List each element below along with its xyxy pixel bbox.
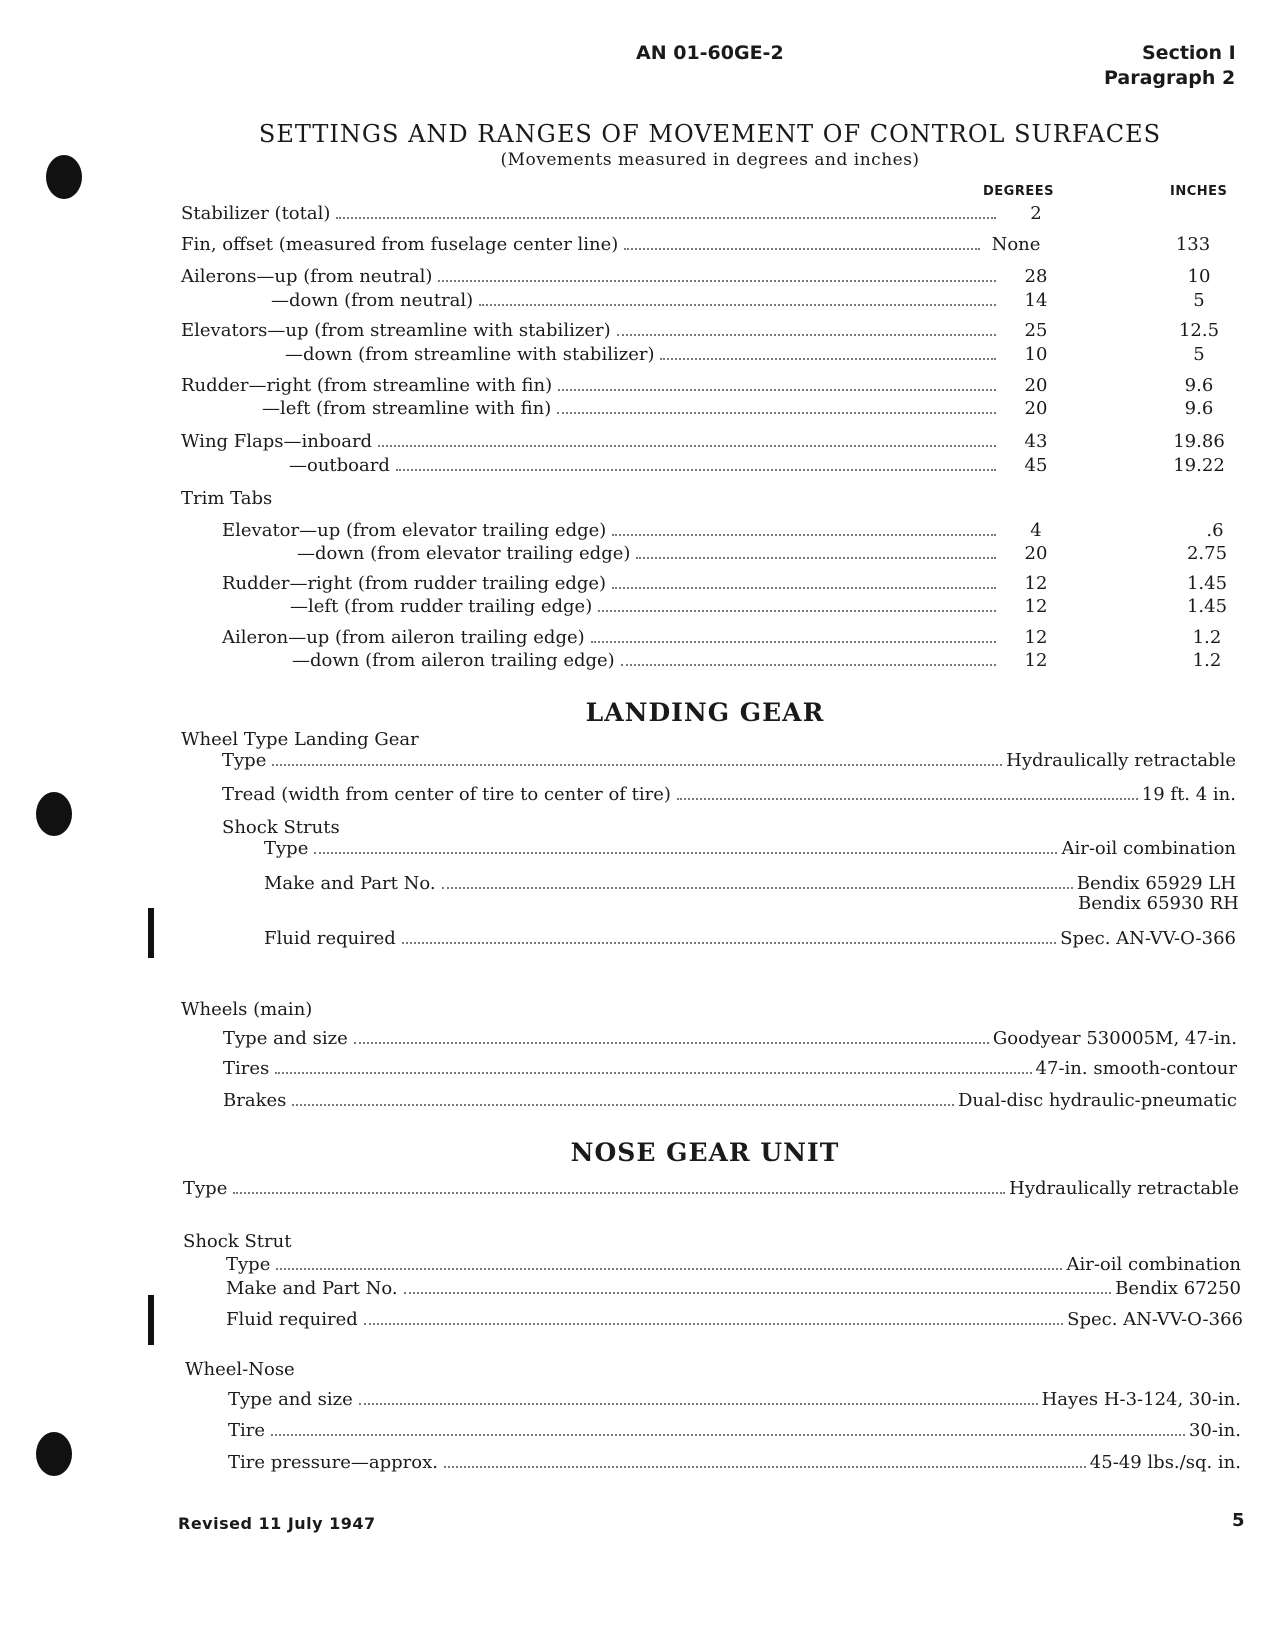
spec-label: Tire pressure—approx.: [228, 1452, 438, 1473]
row-label: Fin, offset (measured from fuselage center line): [181, 234, 619, 255]
leader-dots: [271, 1433, 1185, 1436]
spec-row: [222, 784, 1236, 806]
degrees-value: 12: [1024, 573, 1048, 594]
leader-dots: [612, 586, 996, 589]
leader-dots: [636, 556, 996, 559]
leader-dots: [444, 1465, 1086, 1468]
leader-dots: [558, 388, 996, 391]
spec-value: 47-in. smooth-contour: [1035, 1058, 1237, 1079]
degrees-value: 20: [1024, 398, 1048, 419]
row-label: —down (from neutral): [271, 290, 474, 311]
table-row: [289, 455, 1000, 477]
binder-hole: [36, 1432, 72, 1476]
degrees-value: 10: [1024, 344, 1048, 365]
spec-row: [264, 873, 1236, 895]
spec-row: [226, 1309, 1243, 1331]
leader-dots: [598, 609, 996, 612]
shock-struts-heading: Shock Struts: [222, 817, 340, 838]
leader-dots: [624, 247, 980, 250]
inches-value: 5: [1193, 344, 1205, 365]
spec-row: [226, 1254, 1241, 1276]
spec-value-continued: Bendix 65930 RH: [1078, 893, 1239, 914]
section-label: Section I: [1142, 42, 1236, 64]
spec-row: [223, 1028, 1237, 1050]
spec-label: Type: [183, 1178, 228, 1199]
table-row: [181, 234, 984, 256]
table-row: [285, 344, 1000, 366]
spec-label: Make and Part No.: [264, 873, 436, 894]
table-row: [222, 520, 1000, 542]
spec-row: [223, 1058, 1237, 1080]
spec-label: Tread (width from center of tire to center of tire): [222, 784, 671, 805]
spec-value: Spec. AN-VV-O-366: [1067, 1309, 1243, 1330]
leader-dots: [276, 1267, 1062, 1270]
leader-dots: [378, 444, 996, 447]
spec-row: [228, 1452, 1241, 1474]
degrees-value: 12: [1024, 596, 1048, 617]
degrees-value: None: [991, 234, 1041, 255]
paragraph-label: Paragraph 2: [1104, 67, 1236, 89]
table-row: [222, 573, 1000, 595]
row-label: Aileron—up (from aileron trailing edge): [222, 627, 585, 648]
inches-value: 5: [1193, 290, 1205, 311]
leader-dots: [272, 763, 1002, 766]
edge-mark: [148, 908, 154, 958]
spec-value: Dual-disc hydraulic-pneumatic: [957, 1090, 1237, 1111]
table-row: [181, 431, 1000, 453]
leader-dots: [233, 1191, 1005, 1194]
wheel-nose-heading: Wheel-Nose: [185, 1359, 295, 1380]
spec-row: [226, 1278, 1241, 1300]
column-header-inches: INCHES: [1170, 184, 1228, 199]
leader-dots: [677, 797, 1138, 800]
leader-dots: [442, 886, 1073, 889]
spec-row: [228, 1420, 1241, 1442]
leader-dots: [396, 468, 996, 471]
spec-value: Bendix 67250: [1115, 1278, 1241, 1299]
inches-value: 133: [1175, 234, 1211, 255]
spec-label: Type: [222, 750, 267, 771]
leader-dots: [336, 216, 996, 219]
leader-dots: [612, 533, 996, 536]
degrees-value: 12: [1024, 650, 1048, 671]
degrees-value: 2: [1030, 203, 1042, 224]
page-number: 5: [1232, 1510, 1246, 1531]
degrees-value: 45: [1024, 455, 1048, 476]
row-label: Ailerons—up (from neutral): [181, 266, 433, 287]
spec-label: Tires: [223, 1058, 270, 1079]
leader-dots: [292, 1103, 954, 1106]
column-header-degrees: DEGREES: [983, 184, 1054, 199]
inches-value: .6: [1206, 520, 1224, 541]
inches-value: 19.22: [1173, 455, 1225, 476]
degrees-value: 20: [1024, 543, 1048, 564]
table-row: [297, 543, 1000, 565]
spec-row: [228, 1389, 1241, 1411]
degrees-value: 28: [1024, 266, 1048, 287]
table-row: [181, 320, 1000, 342]
row-label: —down (from streamline with stabilizer): [285, 344, 655, 365]
spec-value: 19 ft. 4 in.: [1141, 784, 1236, 805]
spec-label: Make and Part No.: [226, 1278, 398, 1299]
row-label: Wing Flaps—inboard: [181, 431, 373, 452]
leader-dots: [314, 851, 1057, 854]
inches-value: 1.2: [1192, 627, 1222, 648]
spec-row: [222, 750, 1236, 772]
spec-label: Type: [226, 1254, 271, 1275]
row-label: Elevators—up (from streamline with stabilizer): [181, 320, 611, 341]
spec-row: [264, 928, 1236, 950]
degrees-value: 20: [1024, 375, 1048, 396]
degrees-value: 25: [1024, 320, 1048, 341]
landing-gear-heading: LANDING GEAR: [585, 698, 825, 727]
spec-row: [223, 1090, 1237, 1112]
leader-dots: [591, 640, 996, 643]
inches-value: 9.6: [1184, 398, 1214, 419]
spec-label: Brakes: [223, 1090, 287, 1111]
spec-label: Tire: [228, 1420, 266, 1441]
degrees-value: 14: [1024, 290, 1048, 311]
table-row: [262, 398, 1000, 420]
table-row: [271, 290, 1000, 312]
binder-hole: [36, 792, 72, 836]
spec-label: Type and size: [228, 1389, 353, 1410]
revision-date: Revised 11 July 1947: [178, 1514, 376, 1533]
row-label: —left (from rudder trailing edge): [290, 596, 593, 617]
leader-dots: [364, 1322, 1063, 1325]
row-label: —down (from aileron trailing edge): [292, 650, 615, 671]
shock-strut-heading: Shock Strut: [183, 1231, 292, 1252]
spec-value: 30-in.: [1188, 1420, 1241, 1441]
spec-label: Type and size: [223, 1028, 348, 1049]
leader-dots: [479, 303, 996, 306]
spec-value: Air-oil combination: [1066, 1254, 1241, 1275]
trim-tabs-heading: Trim Tabs: [181, 488, 273, 509]
row-label: Rudder—right (from rudder trailing edge): [222, 573, 607, 594]
table-row: [222, 627, 1000, 649]
leader-dots: [617, 333, 996, 336]
spec-value: 45-49 lbs./sq. in.: [1089, 1452, 1241, 1473]
table-row: [181, 266, 1000, 288]
row-label: Stabilizer (total): [181, 203, 331, 224]
leader-dots: [621, 663, 996, 666]
spec-label: Fluid required: [226, 1309, 358, 1330]
row-label: —left (from streamline with fin): [262, 398, 552, 419]
page-title: SETTINGS AND RANGES OF MOVEMENT OF CONTROL SURFACES: [258, 120, 1162, 148]
spec-value: Air-oil combination: [1061, 838, 1236, 859]
spec-value: Hydraulically retractable: [1006, 750, 1236, 771]
inches-value: 1.45: [1186, 573, 1228, 594]
edge-mark: [148, 1295, 154, 1345]
row-label: Rudder—right (from streamline with fin): [181, 375, 553, 396]
row-label: —outboard: [289, 455, 390, 476]
spec-value: Hayes H-3-124, 30-in.: [1041, 1389, 1241, 1410]
document-number: AN 01-60GE-2: [636, 42, 784, 64]
leader-dots: [557, 411, 996, 414]
table-row: [290, 596, 1000, 618]
degrees-value: 43: [1024, 431, 1048, 452]
table-row: [181, 203, 1000, 225]
inches-value: 9.6: [1184, 375, 1214, 396]
inches-value: 19.86: [1173, 431, 1225, 452]
leader-dots: [354, 1041, 989, 1044]
degrees-value: 12: [1024, 627, 1048, 648]
spec-label: Fluid required: [264, 928, 396, 949]
spec-label: Type: [264, 838, 309, 859]
leader-dots: [404, 1291, 1112, 1294]
table-row: [292, 650, 1000, 672]
inches-value: 1.45: [1186, 596, 1228, 617]
degrees-value: 4: [1030, 520, 1042, 541]
leader-dots: [402, 941, 1056, 944]
leader-dots: [660, 357, 996, 360]
inches-value: 2.75: [1186, 543, 1228, 564]
nose-gear-heading: NOSE GEAR UNIT: [570, 1138, 840, 1167]
page-subtitle: (Movements measured in degrees and inches): [500, 150, 920, 170]
spec-row: [264, 838, 1236, 860]
leader-dots: [275, 1071, 1031, 1074]
row-label: —down (from elevator trailing edge): [297, 543, 631, 564]
leader-dots: [438, 279, 996, 282]
leader-dots: [359, 1402, 1038, 1405]
wheel-type-heading: Wheel Type Landing Gear: [181, 729, 419, 750]
spec-value: Spec. AN-VV-O-366: [1060, 928, 1236, 949]
spec-row: [183, 1178, 1239, 1200]
inches-value: 10: [1187, 266, 1211, 287]
row-label: Elevator—up (from elevator trailing edge): [222, 520, 607, 541]
spec-value: Bendix 65929 LH: [1076, 873, 1236, 894]
spec-value: Goodyear 530005M, 47-in.: [992, 1028, 1237, 1049]
inches-value: 1.2: [1192, 650, 1222, 671]
table-row: [181, 375, 1000, 397]
spec-value: Hydraulically retractable: [1009, 1178, 1239, 1199]
inches-value: 12.5: [1178, 320, 1220, 341]
wheels-main-heading: Wheels (main): [181, 999, 313, 1020]
